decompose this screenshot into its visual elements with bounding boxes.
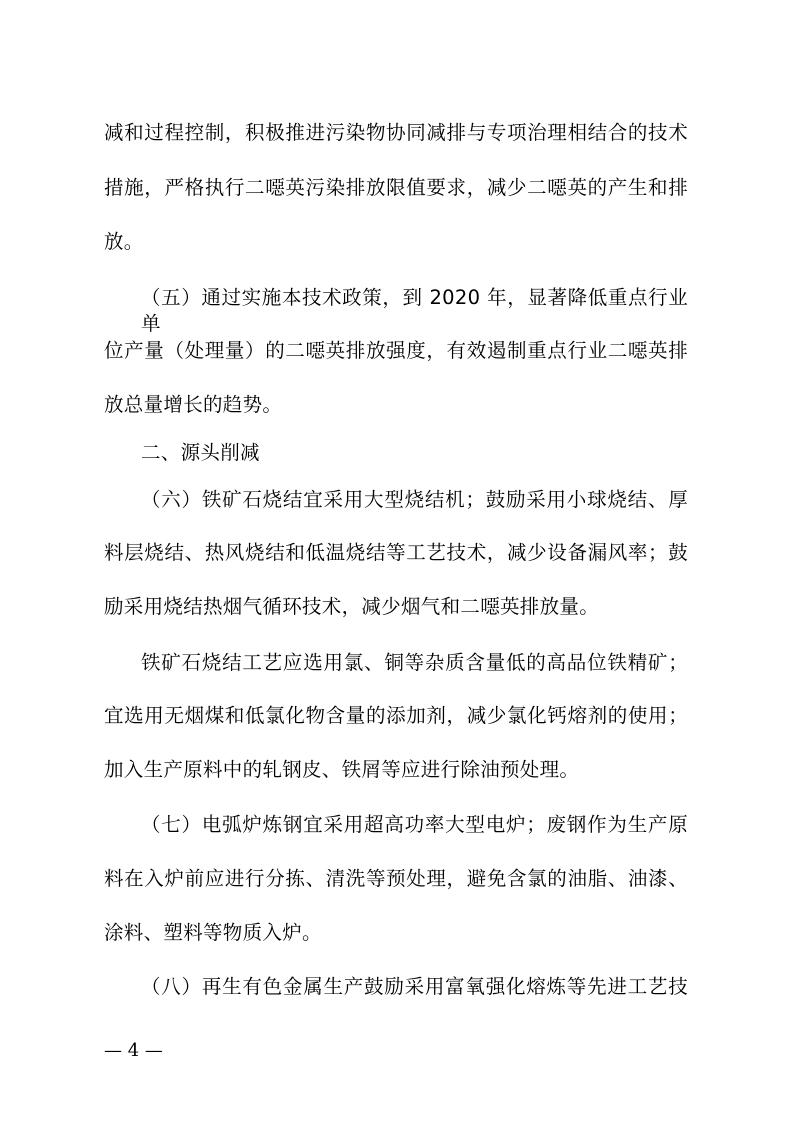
text-line: （六）铁矿石烧结宜采用大型烧结机；鼓励采用小球烧结、厚 <box>141 488 688 511</box>
text-line: 加入生产原料中的轧钢皮、铁屑等应进行除油预处理。 <box>104 758 580 781</box>
text-line: （八）再生有色金属生产鼓励采用富氧强化熔炼等先进工艺技 <box>141 975 688 998</box>
section-heading: 二、源头削减 <box>141 441 260 464</box>
text-line: 措施，严格执行二噁英污染排放限值要求，减少二噁英的产生和排 <box>104 176 688 199</box>
page-number: — 4 — <box>104 1040 163 1061</box>
text-line: 宜选用无烟煤和低氯化物含量的添加剂，减少氯化钙熔剂的使用； <box>104 704 688 727</box>
text-line: （五）通过实施本技术政策，到 2020 年，显著降低重点行业单 <box>141 286 688 335</box>
text-line: 铁矿石烧结工艺应选用氯、铜等杂质含量低的高品位铁精矿； <box>141 651 688 674</box>
text-line: 放总量增长的趋势。 <box>104 393 283 416</box>
text-line: 励采用烧结热烟气循环技术，减少烟气和二噁英排放量。 <box>104 595 600 618</box>
text-line: （七）电弧炉炼钢宜采用超高功率大型电炉；废钢作为生产原 <box>141 813 688 836</box>
text-line: 涂料、塑料等物质入炉。 <box>104 921 322 944</box>
text-line: 料层烧结、热风烧结和低温烧结等工艺技术，减少设备漏风率；鼓 <box>104 541 688 564</box>
text-line: 位产量（处理量）的二噁英排放强度，有效遏制重点行业二噁英排 <box>104 339 688 362</box>
text-line: 减和过程控制，积极推进污染物协同减排与专项治理相结合的技术 <box>104 121 688 144</box>
text-line: 放。 <box>104 230 144 253</box>
text-line: 料在入炉前应进行分拣、清洗等预处理，避免含氯的油脂、油漆、 <box>104 867 688 890</box>
